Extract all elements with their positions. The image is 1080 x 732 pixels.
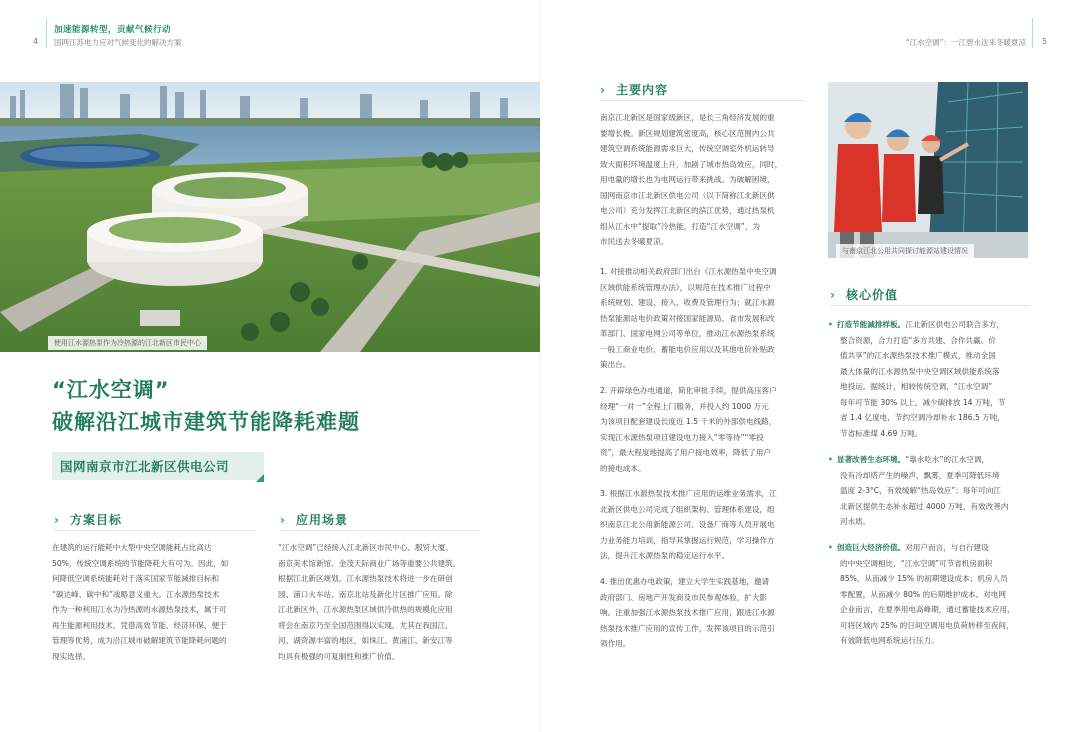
headline-line2: 破解沿江城市建筑节能降耗难题 <box>52 410 360 434</box>
main-item4-line: 4. 推出优惠办电政策，建立大学生实践基地，邀请 <box>600 577 770 586</box>
value-line: “靠水吃水”的江水空调， <box>905 455 990 464</box>
value-line: 值共享”的江水源热泵技术推广模式，推动全国 <box>840 351 996 360</box>
main-intro-line: 要增长极。新区规划建筑密度高，核心区范围内公共 <box>600 128 775 138</box>
scenario-line: 江北新区外，江水源热泵区域供冷供热的规模化应用 <box>278 605 453 614</box>
value-line: 每年可节能 30% 以上，减少碳排放 14 万吨，节 <box>840 397 1006 407</box>
value-line: 企业而言，在夏季用电高峰期，通过蓄能技术应用， <box>840 605 1015 614</box>
main-intro-line: 南京江北新区是国家级新区，是长三角经济发展的重 <box>600 113 775 122</box>
main-item4-line: 热泵技术推广应用的宣传工作，发挥该项目的示范引 <box>600 623 775 633</box>
chevron-right-icon: › <box>280 513 286 527</box>
chevron-right-icon: › <box>54 513 60 527</box>
main-item2-line: 资”，最大程度地提高了用户接电效率，降低了用户 <box>600 448 771 457</box>
company-banner-corner <box>256 474 264 482</box>
main-intro-line: 建筑空调系统能源需求巨大，传统空调室外机运转导 <box>600 144 775 153</box>
main-item1-line: 1. 对接推动相关政府部门出台《江水源热泵中央空调 <box>600 267 777 276</box>
value-line: 没有冷却塔产生的噪声、飘雾，夏季可降低环境 <box>840 470 1000 480</box>
bullet-dot-icon: • <box>828 320 833 329</box>
bullet-dot-icon: • <box>828 455 833 464</box>
section-scenario-body <box>278 540 492 664</box>
workers-illustration <box>828 82 1028 258</box>
company-banner <box>52 452 264 480</box>
main-item1-line: 革部门、国家电网公司等单位，推动江水源热泵系统 <box>600 329 775 338</box>
main-intro-line: 市民送去冬暖夏凉。 <box>600 237 669 246</box>
goal-line: 何降低空调系统能耗对于落实国家节能减排目标和 <box>52 574 220 583</box>
goal-line: 再生能源利用技术，凭借高效节能、经济环保、便于 <box>52 620 227 630</box>
section-main-item-4 <box>600 574 806 652</box>
main-item3-line: 力业务能力培训，指导其掌握运行规范，学习操作方 <box>600 535 775 545</box>
value-line: 的中央空调相比，“江水空调”可节省机房面积 <box>840 558 993 568</box>
scenario-line: 河、湖资源丰富的地区，如珠江、黄浦江、新安江等 <box>278 636 453 645</box>
section-goal-underline <box>54 530 254 531</box>
main-item2-line: 2. 开辟绿色办电通道，简化审批手续，提供高压客户 <box>600 386 777 395</box>
section-main-item-3 <box>600 486 806 564</box>
section-goal-body <box>52 540 262 664</box>
value-bullet-1 <box>828 317 1032 441</box>
civic-center-photo <box>0 82 540 352</box>
bullet-dot-icon: • <box>828 543 833 552</box>
value-line: 江北新区供电公司联合多方， <box>905 320 1004 329</box>
section-main-title <box>600 81 668 98</box>
value-line: 地投运。据统计，相较传统空调，“江水空调” <box>840 382 993 391</box>
header-divider-left <box>46 18 47 48</box>
main-item2-line: 为该项目配套建设长度近 1.5 千米的外部供电线路， <box>600 417 777 426</box>
section-main-item-2 <box>600 383 806 476</box>
section-scenario-title-text: 应用场景 <box>295 513 348 527</box>
section-goal-title-text: 方案目标 <box>69 513 122 527</box>
main-item4-line: 领作用。 <box>600 639 631 648</box>
section-goal-title <box>54 511 122 528</box>
main-item3-line: 北新区供电公司完成了组织架构、管理体系建设，组 <box>600 504 775 514</box>
value-line: 整合资源，合力打造“多方共建、合作共赢、价 <box>840 335 996 345</box>
right-page-number: 5 <box>1042 37 1048 46</box>
header-left-subtitle: 国网江苏电力应对气候变化的解决方案 <box>54 38 182 47</box>
goal-line: 作为一种利用江水为冷热源的水源热泵技术，属于可 <box>52 605 227 614</box>
main-item2-line: 经理“一对一”全程上门服务，并投入约 1000 万元 <box>600 401 769 411</box>
main-item1-line: 区域供能系统管理办法》，以规范在技术推广过程中 <box>600 282 771 292</box>
main-intro-line: 致大面积环境温度上升，加剧了城市热岛效应，同时， <box>600 159 783 169</box>
value-line: 北新区提供生态补水超过 4000 万吨，有效改善内 <box>840 501 1009 511</box>
section-scenario-title <box>280 511 348 528</box>
scenario-line: 根据江北新区规划，江水源热泵技术将进一步在研创 <box>278 574 453 583</box>
header-right-title: “江水空调”：一江碧水送来冬暖夏凉 <box>905 38 1026 47</box>
workers-photo <box>828 82 1028 258</box>
workers-photo-caption: 与南京江北公用共同探讨能源站建设情况 <box>836 244 974 258</box>
value-line: 温度 2-3°C，有效缓解“热岛效应”；每年可向江 <box>840 486 1001 495</box>
main-item2-line: 的接电成本。 <box>600 463 646 473</box>
main-item3-line: 法，提升江水源热泵的稳定运行水平。 <box>600 551 730 560</box>
header-divider-right <box>1032 18 1033 48</box>
main-item1-line: 一般工商业电价、蓄能电价应用以及其他电价补贴政 <box>600 344 775 354</box>
main-intro-line: 国网南京市江北新区供电公司（以下简称江北新区供 <box>600 190 775 200</box>
main-item3-line: 织南京江北公用新能源公司、设备厂商等人员开展电 <box>600 520 775 529</box>
value-line: 最大体量的江水源热泵中央空调区域供能系统落 <box>840 366 1000 376</box>
main-item1-line: 系统规划、建设、接入、收费及管理行为；就江水源 <box>600 298 775 307</box>
headline-line1: “江水空调” <box>52 378 170 402</box>
value-line: 有效降低电网系统运行压力。 <box>840 636 939 645</box>
section-main-item-1 <box>600 264 806 373</box>
value-line: 对用户而言，与自行建设 <box>905 543 989 552</box>
value-line: 河水质。 <box>840 517 871 526</box>
civic-center-illustration <box>0 82 540 352</box>
main-item1-line: 热泵能源站电价政策对接国家能源局、省市发展和改 <box>600 313 775 323</box>
main-item3-line: 3. 根据江水源热泵技术推广应用的运维业务需求，江 <box>600 489 777 498</box>
main-item1-line: 策出台。 <box>600 360 631 369</box>
goal-line: 50%，传统空调系统的节能降耗大有可为。因此，如 <box>52 558 229 568</box>
section-main-intro <box>600 110 806 250</box>
goal-line: “碳达峰、碳中和”战略意义重大。江水源热泵技术 <box>52 589 220 599</box>
civic-center-photo-caption: 使用江水源热泵作为冷热源的江北新区市民中心 <box>48 336 207 350</box>
main-item4-line: 响。注重加强江水源热泵技术推广应用，跟进江水源 <box>600 608 775 617</box>
scenario-line: 均具有极强的可复制性和推广价值。 <box>278 651 400 661</box>
chevron-right-icon: › <box>830 288 836 302</box>
value-line: 零配置，从而减少 80% 的后期维护成本。对电网 <box>840 589 1006 599</box>
header-left-title: 加速能源转型，贡献气候行动 <box>54 25 172 35</box>
section-value-underline <box>830 305 1030 306</box>
value-bullet-2 <box>828 452 1032 530</box>
scenario-line: “江水空调”已经接入江北新区市民中心、服贸大厦、 <box>278 543 453 552</box>
value-bullet-2-head: 显著改善生态环境。 <box>836 455 906 464</box>
main-item4-line: 政府部门、房地产开发商及市民参观体验，扩大影 <box>600 592 768 602</box>
section-value-title <box>830 286 898 303</box>
value-bullet-1-head: 打造节能减排样板。 <box>836 320 906 329</box>
scenario-line: 南京美术馆新馆、金茂天际商业广场等重要公共建筑。 <box>278 558 461 568</box>
value-bullet-3 <box>828 540 1032 649</box>
main-intro-line: 用电量的增长也为电网运行带来挑战。为破解困境， <box>600 175 775 184</box>
company-name: 国网南京市江北新区供电公司 <box>60 459 230 474</box>
scenario-line: 将会在南京乃至全国范围得以实现，尤其在我国江、 <box>278 620 453 630</box>
scenario-line: 园、浦口火车站、南京北站及新化片区推广应用。除 <box>278 589 453 599</box>
goal-line: 管理等优势，成为沿江城市破解建筑节能降耗问题的 <box>52 636 227 645</box>
value-line: 节省标准煤 4.69 万吨。 <box>840 428 923 438</box>
main-intro-line: 组从江水中“提取”冷热能，打造“江水空调”，为 <box>600 221 761 231</box>
main-intro-line: 电公司）充分发挥江北新区的滨江优势，通过热泵机 <box>600 206 775 215</box>
value-bullet-3-head: 创造巨大经济价值。 <box>836 543 906 552</box>
left-page-number: 4 <box>33 37 39 46</box>
goal-line: 在建筑的运行能耗中大型中央空调能耗占比高达 <box>52 543 212 552</box>
section-scenario-underline <box>280 530 480 531</box>
section-main-title-text: 主要内容 <box>615 83 668 97</box>
section-value-title-text: 核心价值 <box>845 288 898 302</box>
main-item2-line: 实现江水源热泵项目建设电力接入“零等待”“零投 <box>600 432 764 442</box>
chevron-right-icon: › <box>600 83 606 97</box>
goal-line: 现实选择。 <box>52 651 90 661</box>
section-main-underline <box>600 100 805 101</box>
value-line: 省 1.4 亿度电，节约空调冷却补水 186.5 万吨， <box>840 413 1005 422</box>
value-line: 85%，从而减少 15% 的初期建设成本；机房人员 <box>840 574 1008 583</box>
value-line: 可将区域内 25% 的日间空调用电负荷转移至夜间， <box>840 620 1014 630</box>
